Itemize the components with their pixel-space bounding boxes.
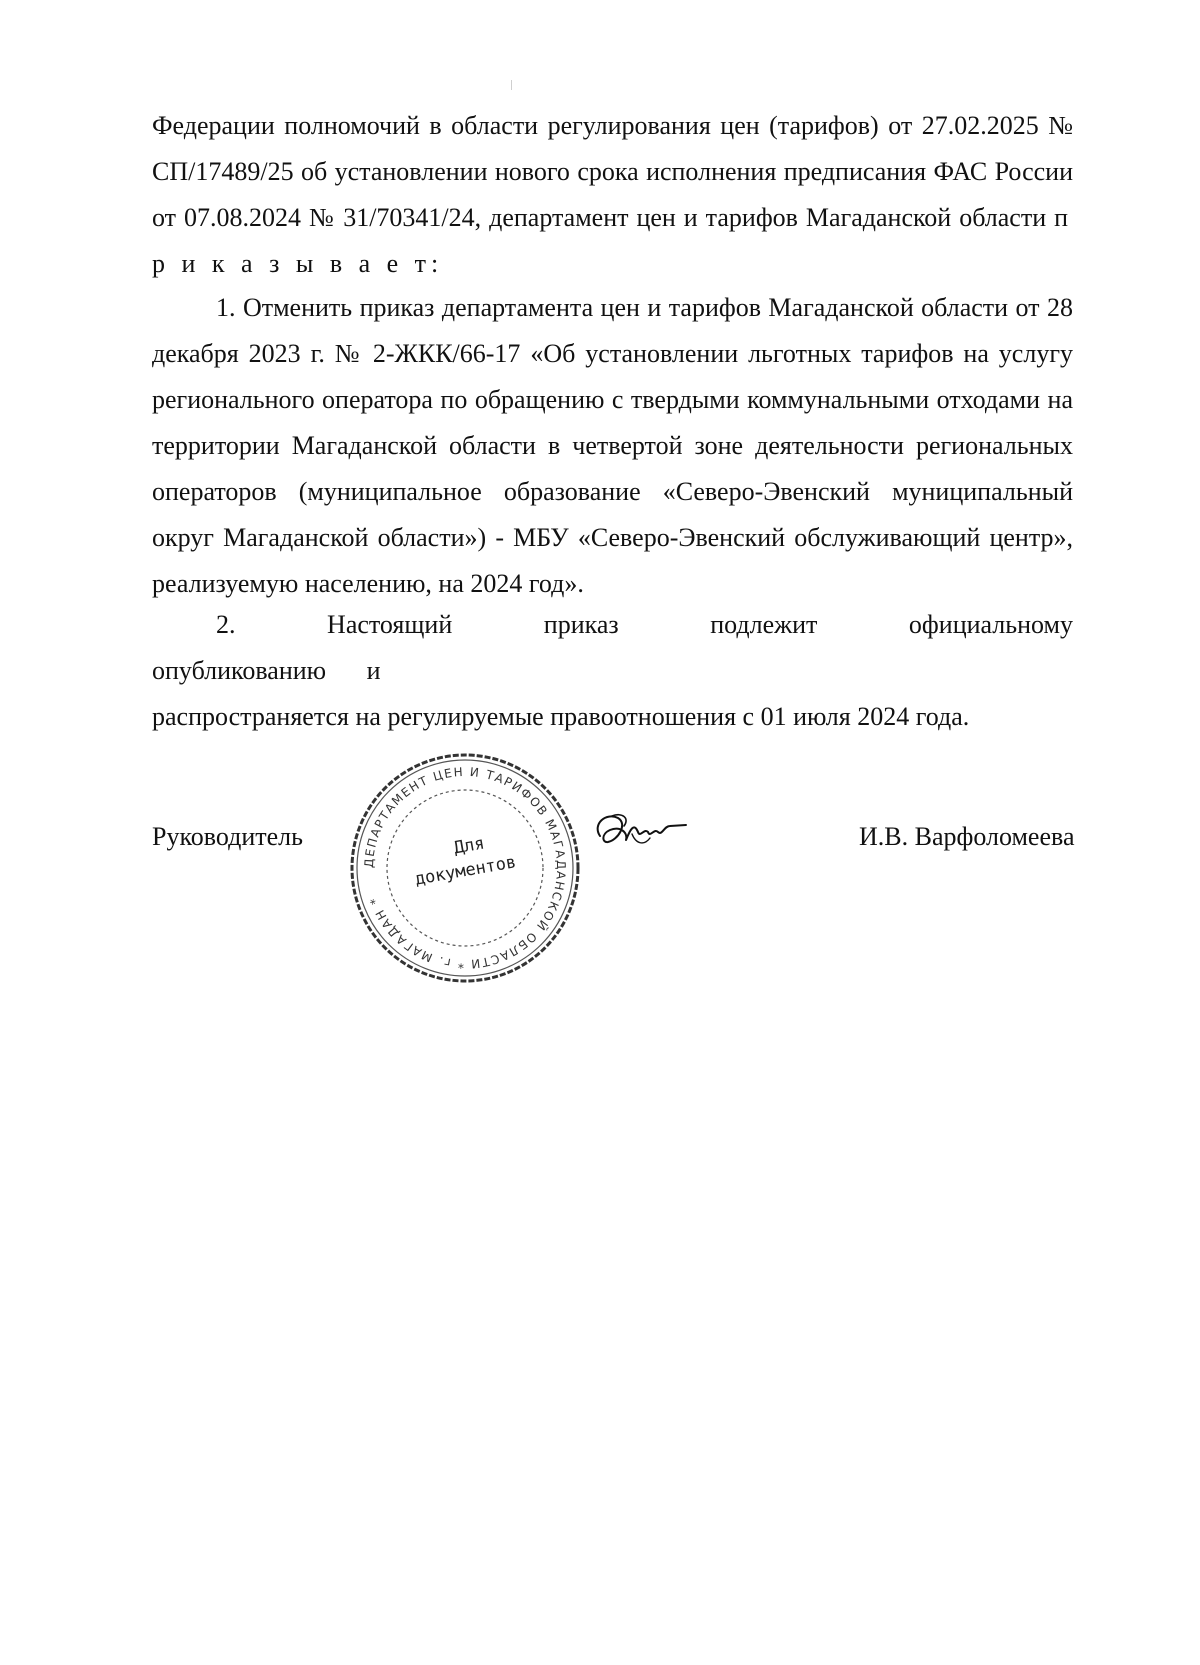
intro-paragraph xyxy=(152,103,1073,287)
signer-name: И.В. Варфоломеева xyxy=(859,822,1075,851)
item-2-first-line: 2. Настоящий приказ подлежит официальному опубликованию и xyxy=(152,610,1073,685)
stamp-ring-text: ДЕПАРТАМЕНТ ЦЕН И ТАРИФОВ МАГАДАНСКОЙ ОБЛАСТИ * г. МАГАДАН * xyxy=(361,764,569,972)
handwritten-signature xyxy=(588,806,688,856)
stamp-center-line-2: документов xyxy=(413,852,518,890)
official-stamp xyxy=(345,748,585,988)
scan-mark xyxy=(511,80,512,90)
intro-text: Федерации полномочий в области регулирования цен (тарифов) от 27.02.2025 № СП/17489/25 об установлении нового срока исполнения предписания ФАС России от 07.08.2024 № 31/70341/24, департамент цен и тарифов Магаданской области xyxy=(152,111,1073,232)
item-2-paragraph xyxy=(152,602,1073,740)
order-word: п р и к а з ы в а е т: xyxy=(152,203,1074,278)
item-2-rest: распространяется на регулируемые правоотношения с 01 июля 2024 года. xyxy=(152,702,970,731)
stamp-center-line-1: Для xyxy=(452,833,487,859)
item-1-paragraph: 1. Отменить приказ департамента цен и тарифов Магаданской области от 28 декабря 2023 г. № 2-ЖКК/66-17 «Об установлении льготных тарифов на услугу регионального оператора по обращению с твердыми коммунальными отходами на территории Магаданской области в четвертой зоне деятельности региональных операторов (муниципальное образование «Северо-Эвенский муниципальный округ Магаданской области») - МБУ «Северо-Эвенский обслуживающий центр», реализуемую населению, на 2024 год». xyxy=(152,293,1073,598)
signer-title: Руководитель xyxy=(152,822,303,851)
